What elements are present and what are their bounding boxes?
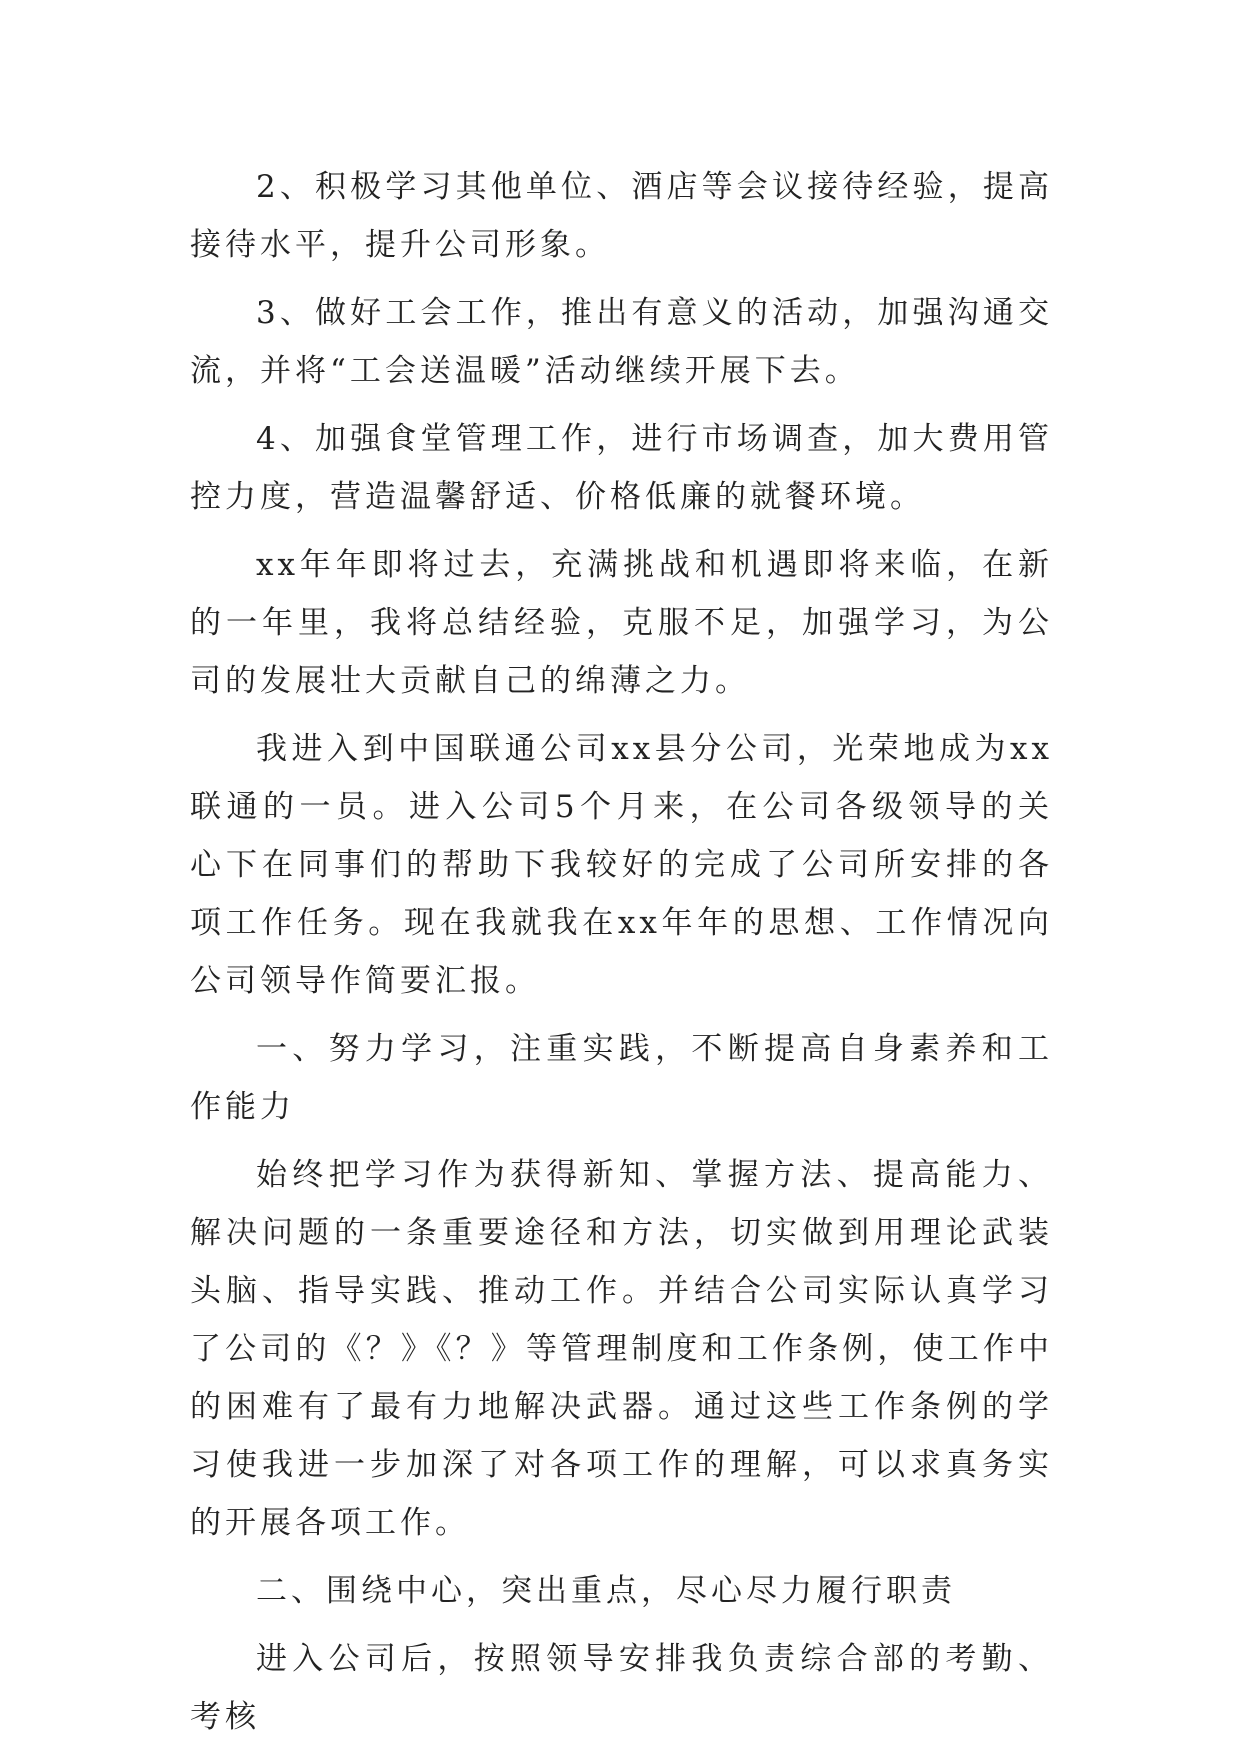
paragraph-introduction: 我进入到中国联通公司xx县分公司，光荣地成为xx联通的一员。进入公司5个月来，在公司各级领导的关心下在同事们的帮助下我较好的完成了公司所安排的各项工作任务。现在我就我在xx年年的思想、工作情况向公司领导作简要汇报。	[190, 731, 1053, 999]
paragraph-year-summary: xx年年即将过去，充满挑战和机遇即将来临，在新的一年里，我将总结经验，克服不足，加强学习，为公司的发展壮大贡献自己的绵薄之力。	[190, 547, 1053, 699]
paragraph-study: 始终把学习作为获得新知、掌握方法、提高能力、解决问题的一条重要途径和方法，切实做到用理论武装头脑、指导实践、推动工作。并结合公司实际认真学习了公司的《？》《？》等管理制度和工作条例，使工作中的困难有了最有力地解决武器。通过这些工作条例的学习使我进一步加深了对各项工作的理解，可以求真务实的开展各项工作。	[190, 1157, 1053, 1541]
section-heading-1: 一、努力学习，注重实践，不断提高自身素养和工作能力	[190, 1031, 1053, 1125]
document-body	[190, 158, 1053, 1756]
paragraph-item-2: 2、积极学习其他单位、酒店等会议接待经验，提高接待水平，提升公司形象。	[190, 169, 1053, 263]
paragraph-item-4: 4、加强食堂管理工作，进行市场调查，加大费用管控力度，营造温馨舒适、价格低廉的就餐环境。	[190, 421, 1053, 515]
section-heading-2: 二、围绕中心，突出重点，尽心尽力履行职责	[256, 1573, 956, 1609]
paragraph-item-3: 3、做好工会工作，推出有意义的活动，加强沟通交流，并将“工会送温暖”活动继续开展下去。	[190, 295, 1053, 389]
paragraph-duties: 进入公司后，按照领导安排我负责综合部的考勤、考核	[190, 1641, 1053, 1735]
